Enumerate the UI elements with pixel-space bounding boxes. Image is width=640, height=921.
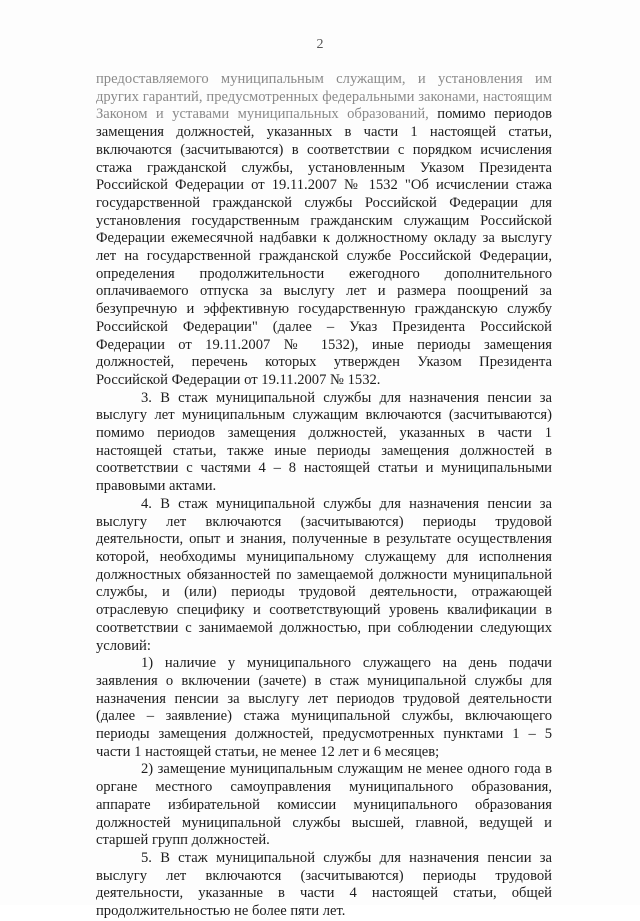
paragraph-item-1: 1) наличие у муниципального служащего на день подачи заявления о включении (зачете) в стаж муниципальной службы для назначения пенсии за выслугу лет периодов трудовой деятельности (далее – заявление) стажа муниципальной службы, включающего периоды замещения должностей, предусмотренных пунктами 1 – 5 части 1 настоящей статьи, не менее 12 лет и 6 месяцев; [96,655,552,760]
faded-text: предоставляемого муниципальным служащим, и установления им других гарантий, предусмотренных федеральными законами, настоящим Законом и уставами муниципальных образований, [96,71,552,123]
page-number: 2 [316,37,324,52]
paragraph-part-4: 4. В стаж муниципальной службы для назначения пенсии за выслугу лет включаются (засчитываются) периоды трудовой деятельности, опыт и знания, полученные в результате осуществления которой, необходимы муниципальному служащему для исполнения должностных обязанностей по замещаемой должности муниципальной службы, и (или) периоды трудовой деятельности, отражающей отраслевую специфику и соответствующий уровень квалификации в соответствии с занимаемой должностью, при соблюдении следующих условий: [96,495,552,654]
paragraph-part-3: 3. В стаж муниципальной службы для назначения пенсии за выслугу лет муниципальным служащим включаются (засчитываются) помимо периодов замещения должностей, указанных в части 1 настоящей статьи, также иные периоды замещения должностей в соответствии с частями 4 – 8 настоящей статьи и муниципальными правовыми актами. [96,389,552,495]
paragraph-item-2: 2) замещение муниципальным служащим не менее одного года в органе местного самоуправления муниципального образования, аппарате избирательной комиссии муниципального образования должностей муниципальной службы высшей, главной, ведущей и старшей групп должностей. [96,761,552,849]
paragraph-text: помимо периодов замещения должностей, указанных в части 1 настоящей статьи, включаются (засчитываются) в соответствии с порядком исчисления стажа гражданской службы, установленным Указом Президента Российской Федерации от 19.11.2007 № 1532 "Об исчислении стажа государственной гражданской службы Российской Федерации для установления государственным гражданским служащим Российской Федерации ежемесячной надбавки к должностному окладу за выслугу лет на государственной гражданской службе Российской Федерации, определения продолжительности ежегодного дополнительного оплачиваемого отпуска за выслугу лет и размера поощрений за безупречную и эффективную государственную гражданскую службу Российской Федерации" (далее – Указ Президента Российской Федерации от 19.11.2007 № 1532), иные периоды замещения должностей, перечень которых утвержден Указом Президента Российской Федерации от 19.11.2007 № 1532. [96,106,552,388]
paragraph-continuation [96,71,552,390]
document-body [96,71,552,921]
paragraph-part-5: 5. В стаж муниципальной службы для назначения пенсии за выслугу лет включаются (засчитываются) периоды трудовой деятельности, указанные в части 4 настоящей статьи, общей продолжительностью не более пяти лет. [96,849,552,920]
